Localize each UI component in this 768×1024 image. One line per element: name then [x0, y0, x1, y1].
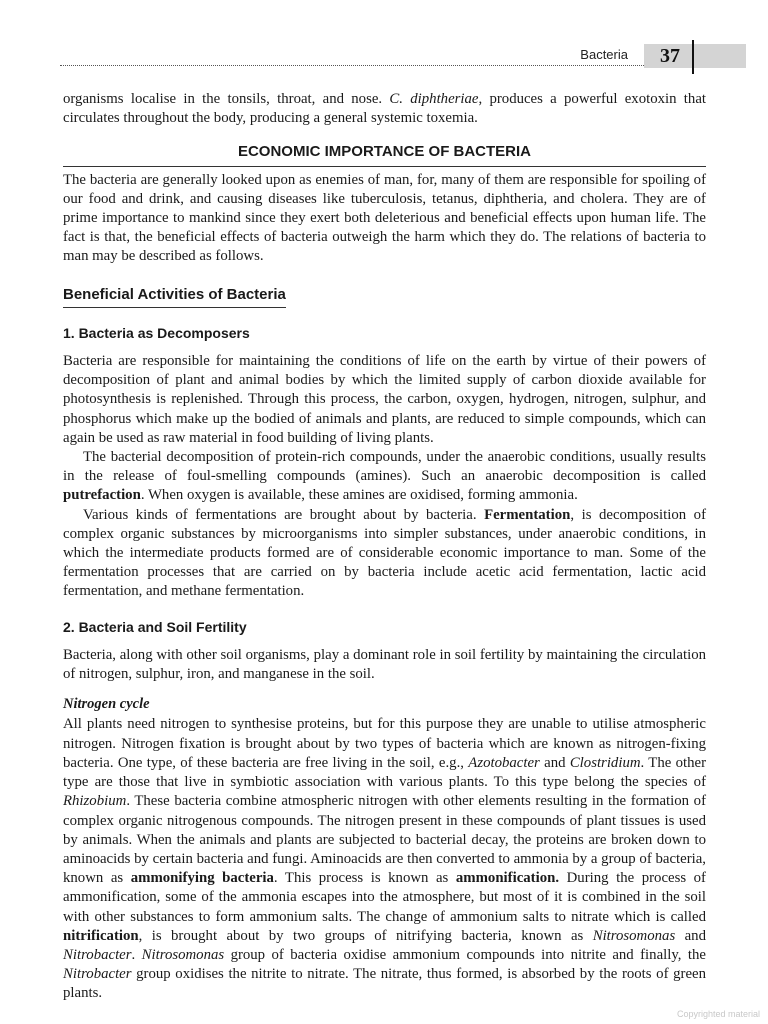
decomposers-paragraph-3: Various kinds of fermentations are brought about by bacteria. Fermentation, is decomposition of complex organic substances by microorganisms into simpler substances, under anaerobic conditions, in which the intermediate products formed are of considerable economic importance to man. Some of the fermentation processes that are carried on by bacteria include acetic acid fermentation, lactic acid fermentation, and methane fermentation.	[63, 506, 706, 600]
page-number: 37	[660, 45, 680, 67]
term-ammonifying-bacteria: ammonifying bacteria	[130, 870, 274, 887]
decomposers-heading: 1. Bacteria as Decomposers	[63, 324, 250, 341]
term-putrefaction: putrefaction	[63, 487, 141, 504]
decomposers-paragraph-2: The bacterial decomposition of protein-rich compounds, under the anaerobic conditions, usually results in the release of foul-smelling compounds (amines). Such an anaerobic decomposition is called putrefaction. When oxygen is available, these amines are oxidised, forming ammonia.	[63, 449, 706, 504]
nitrogen-cycle-paragraph: All plants need nitrogen to synthesise proteins, but for this purpose they are unable to utilise atmospheric nitrogen. Nitrogen fixation is brought about by two types of bacteria which are known as nitrogen-fixing bacteria. One type, of these bacteria are free living in the soil, e.g., Azotobacter and Clostridium. The other type are those that live in symbiotic association with various plants. To this type belong the species of Rhizobium. These bacteria combine atmospheric nitrogen with other elements resulting in the formation of complex organic nitrogenous compounds. The nitrogen present in these compounds of plant tissues is used by animals. When the animals and plants are subjected to bacterial decay, the proteins are broken down to aminoacids by certain bacteria and fungi. Aminoacids are then converted to ammonia by a group of bacteria, known as ammonifying bacteria. This process is known as ammonification. During the process of ammonification, some of the ammonia escapes into the atmosphere, but most of it is combined in the soil with other substances to form ammonium salts. The change of ammonium salts to nitrate which is called nitrification, is brought about by two groups of nitrifying bacteria, known as Nitrosomonas and Nitrobacter. Nitrosomonas group of bacteria oxidise ammonium compounds into nitrite and finally, the Nitrobacter group oxidises the nitrite to nitrate. The nitrate, thus formed, is absorbed by the roots of green plants.	[63, 716, 706, 1002]
section-paragraph: The bacteria are generally looked upon as enemies of man, for, many of them are responsible for spoiling of our food and drink, and causing diseases like tuberculosis, tetanus, diphtheria, and cholera. They are of prime importance to mankind since they exert both deleterious and beneficial effects upon human life. The fact is that, the beneficial effects of bacteria outweigh the harm which they do. The relations of bacteria to man may be described as follows.	[63, 171, 706, 265]
intro-paragraph: organisms localise in the tonsils, throat, and nose. C. diphtheriae, produces a powerful exotoxin that circulates throughout the body, producing a general systemic toxemia.	[63, 91, 706, 127]
beneficial-heading: Beneficial Activities of Bacteria	[63, 285, 286, 308]
page-number-divider	[692, 40, 694, 74]
page-body	[63, 90, 706, 1004]
species-nitrobacter: Nitrobacter	[63, 946, 132, 963]
nitrogen-cycle-heading: Nitrogen cycle	[63, 696, 150, 713]
section-title: ECONOMIC IMPORTANCE OF BACTERIA	[63, 142, 706, 166]
soil-fertility-heading: 2. Bacteria and Soil Fertility	[63, 618, 247, 635]
copyright-watermark: Copyrighted material	[676, 1009, 760, 1019]
species-nitrobacter-2: Nitrobacter	[63, 966, 132, 983]
species-rhizobium: Rhizobium	[63, 793, 127, 810]
term-nitrification: nitrification	[63, 927, 139, 944]
species-nitrosomonas-2: Nitrosomonas	[141, 946, 225, 963]
header-dotted-rule	[60, 65, 644, 66]
term-fermentation: Fermentation	[484, 506, 571, 523]
page-header	[60, 40, 746, 74]
running-head: Bacteria	[580, 47, 628, 62]
species-name: C. diphtheriae	[389, 91, 479, 107]
soil-fertility-paragraph: Bacteria, along with other soil organisms, play a dominant role in soil fertility by maintaining the circulation of nitrogen, sulphur, iron, and manganese in the soil.	[63, 646, 706, 683]
species-nitrosomonas: Nitrosomonas	[592, 927, 676, 944]
decomposers-paragraph-1: Bacteria are responsible for maintaining the conditions of life on the earth by virtue of their powers of decomposition of plant and animal bodies by which the limited supply of carbon dioxide available for photosynthesis is replenished. Through this process, the carbon, oxygen, hydrogen, nitrogen, sulphur, and phosphorus which make up the bodied of animals and plants, are reduced to simple compounds, which can again be used as raw material in food building of living plants.	[63, 353, 706, 446]
species-azotobacter: Azotobacter	[468, 754, 540, 771]
term-ammonification: ammonification.	[455, 870, 560, 887]
page-number-box	[644, 44, 746, 68]
species-clostridium: Clostridium	[569, 754, 641, 771]
